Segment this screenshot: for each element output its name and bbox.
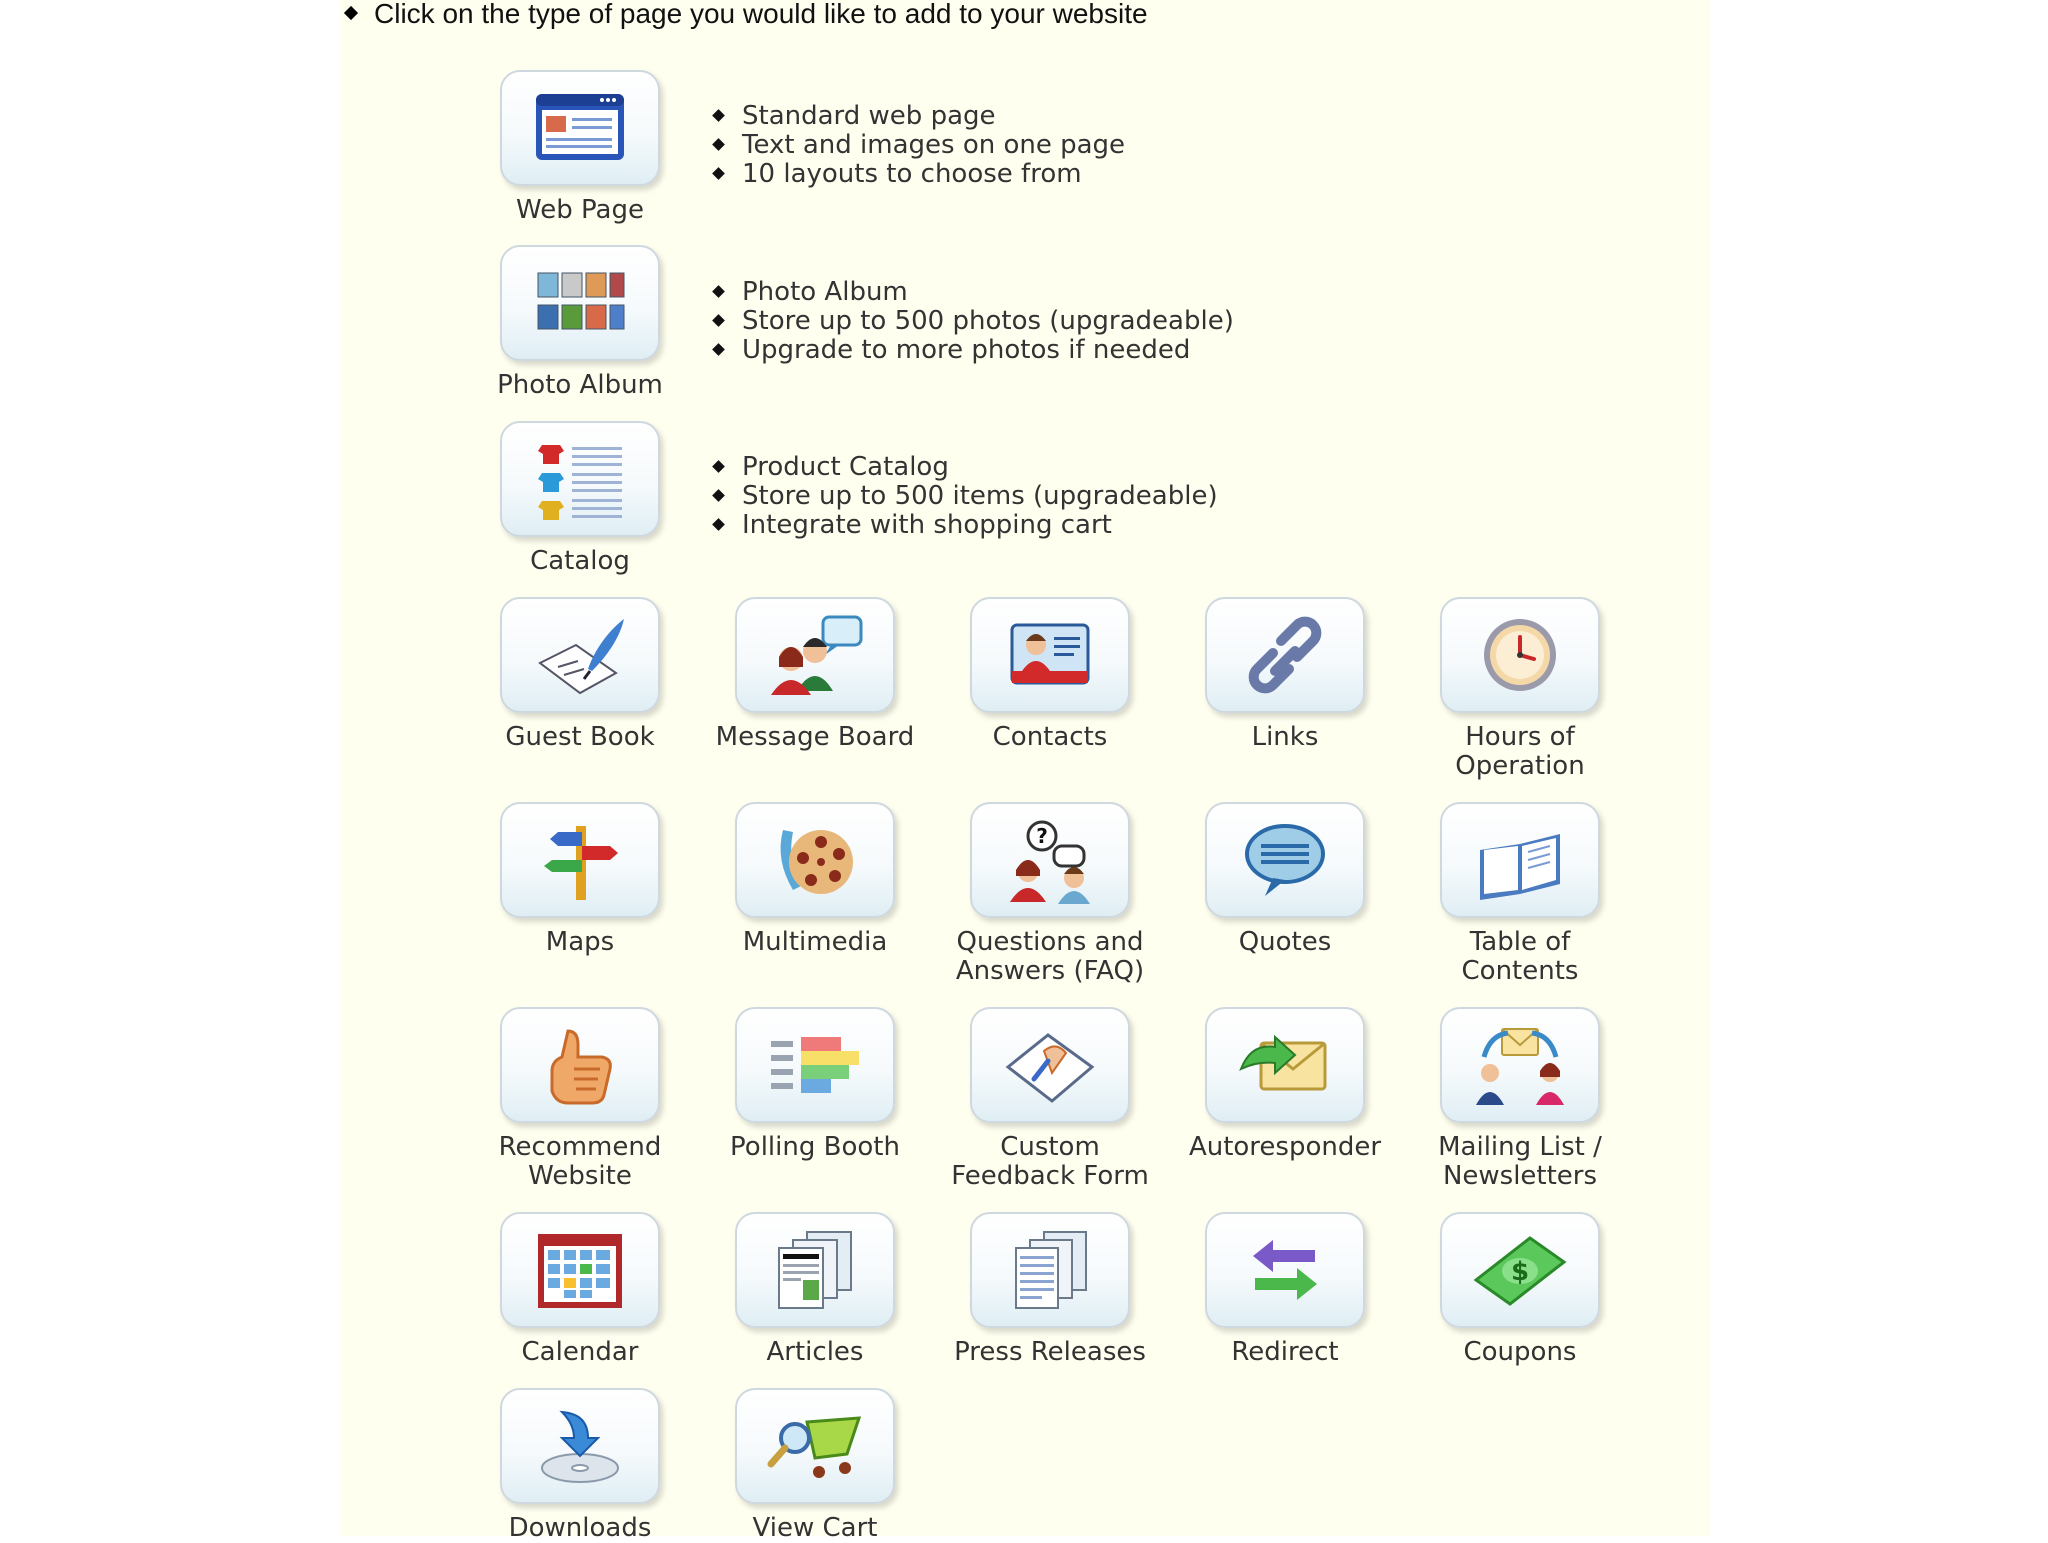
page-type-calendar[interactable] [480,1212,680,1367]
custom-feedback-form-label[interactable]: Custom Feedback Form [951,1132,1149,1191]
thumbs-up-icon [528,1021,632,1109]
catalog-icon [528,435,632,523]
page-type-maps[interactable] [480,802,680,957]
articles-icon [763,1226,867,1314]
catalog-features [710,453,1218,540]
clock-icon [1468,611,1572,699]
mailing-list-label[interactable]: Mailing List / Newsletters [1438,1132,1602,1191]
page-type-press-releases[interactable] [950,1212,1150,1367]
mailing-list-button[interactable] [1440,1007,1600,1123]
message-board-icon [763,611,867,699]
page-type-polling-booth[interactable] [715,1007,915,1162]
guest-book-button[interactable] [500,597,660,713]
redirect-arrows-icon [1233,1226,1337,1314]
press-releases-button[interactable] [970,1212,1130,1328]
page-type-guest-book[interactable] [480,597,680,752]
page-type-view-cart[interactable] [715,1388,915,1543]
page-type-catalog[interactable] [480,421,680,576]
calendar-icon [528,1226,632,1314]
guest-book-icon [528,611,632,699]
shopping-cart-icon [763,1402,867,1490]
intro-line [342,0,1148,34]
faq-label[interactable]: Questions and Answers (FAQ) [955,927,1145,986]
web-page-label[interactable]: Web Page [516,195,644,225]
links-label[interactable]: Links [1251,722,1319,752]
feature-item: Photo Album [710,278,1234,307]
photo-album-button[interactable] [500,245,660,361]
page-type-message-board[interactable] [715,597,915,752]
svg-text:$: $ [1510,1257,1530,1287]
feature-item: Product Catalog [710,453,1218,482]
page-type-quotes[interactable] [1185,802,1385,957]
page-type-mailing-list[interactable] [1420,1007,1620,1191]
page-type-contacts[interactable] [950,597,1150,752]
contacts-button[interactable] [970,597,1130,713]
bullet-icon [344,6,358,20]
faq-button[interactable] [970,802,1130,918]
guest-book-label[interactable]: Guest Book [505,722,655,752]
intro-text: Click on the type of page you would like to add to your website [374,0,1148,29]
coupons-label[interactable]: Coupons [1463,1337,1577,1367]
contacts-icon [998,611,1102,699]
feature-item: Store up to 500 items (upgradeable) [710,482,1218,511]
autoresponder-label[interactable]: Autoresponder [1188,1132,1382,1162]
redirect-label[interactable]: Redirect [1231,1337,1339,1367]
press-releases-icon [998,1226,1102,1314]
autoresponder-button[interactable] [1205,1007,1365,1123]
page-type-links[interactable] [1185,597,1385,752]
page-type-recommend-website[interactable] [480,1007,680,1191]
feature-item: Integrate with shopping cart [710,511,1218,540]
page-type-autoresponder[interactable] [1185,1007,1385,1162]
maps-label[interactable]: Maps [545,927,615,957]
message-board-label[interactable]: Message Board [715,722,915,752]
links-icon [1233,611,1337,699]
coupon-icon [1468,1226,1572,1314]
message-board-button[interactable] [735,597,895,713]
articles-button[interactable] [735,1212,895,1328]
open-book-icon [1468,816,1572,904]
film-reel-icon [763,816,867,904]
maps-button[interactable] [500,802,660,918]
page-type-articles[interactable] [715,1212,915,1367]
downloads-label[interactable]: Downloads [508,1513,652,1543]
web-page-button[interactable] [500,70,660,186]
page-type-downloads[interactable] [480,1388,680,1543]
multimedia-label[interactable]: Multimedia [742,927,888,957]
feature-item: 10 layouts to choose from [710,160,1125,189]
page-type-coupons[interactable] [1420,1212,1620,1367]
page-type-custom-feedback-form[interactable] [950,1007,1150,1191]
coupons-button[interactable] [1440,1212,1600,1328]
download-disc-icon [528,1402,632,1490]
page-type-photo-album[interactable] [480,245,680,400]
polling-booth-label[interactable]: Polling Booth [730,1132,900,1162]
press-releases-label[interactable]: Press Releases [954,1337,1146,1367]
view-cart-label[interactable]: View Cart [752,1513,878,1543]
table-of-contents-button[interactable] [1440,802,1600,918]
recommend-website-button[interactable] [500,1007,660,1123]
calendar-button[interactable] [500,1212,660,1328]
page-type-table-of-contents[interactable] [1420,802,1620,986]
calendar-label[interactable]: Calendar [521,1337,639,1367]
page-type-hours-of-operation[interactable] [1420,597,1620,781]
contacts-label[interactable]: Contacts [992,722,1108,752]
web-page-features [710,102,1125,189]
page-type-redirect[interactable] [1185,1212,1385,1367]
web-page-icon [528,84,632,172]
feature-item: Store up to 500 photos (upgradeable) [710,307,1234,336]
feature-item: Standard web page [710,102,1125,131]
multimedia-button[interactable] [735,802,895,918]
custom-feedback-form-button[interactable] [970,1007,1130,1123]
articles-label[interactable]: Articles [766,1337,864,1367]
table-of-contents-label[interactable]: Table of Contents [1461,927,1579,986]
redirect-button[interactable] [1205,1212,1365,1328]
recommend-website-label[interactable]: Recommend Website [498,1132,662,1191]
feature-item: Upgrade to more photos if needed [710,336,1234,365]
photo-album-label[interactable]: Photo Album [497,370,663,400]
signpost-icon [528,816,632,904]
downloads-button[interactable] [500,1388,660,1504]
photo-album-icon [528,259,632,347]
faq-icon [998,816,1102,904]
hours-of-operation-label[interactable]: Hours of Operation [1455,722,1585,781]
speech-bubble-icon [1233,816,1337,904]
page-type-multimedia[interactable] [715,802,915,957]
page-type-faq[interactable] [950,802,1150,986]
page-type-web-page[interactable] [480,70,680,225]
feature-item: Text and images on one page [710,131,1125,160]
links-button[interactable] [1205,597,1365,713]
mailing-list-icon [1468,1021,1572,1109]
quotes-button[interactable] [1205,802,1365,918]
photo-album-features [710,278,1234,365]
poll-bars-icon [763,1021,867,1109]
catalog-label[interactable]: Catalog [530,546,630,576]
hours-of-operation-button[interactable] [1440,597,1600,713]
view-cart-button[interactable] [735,1388,895,1504]
feedback-form-icon [998,1021,1102,1109]
quotes-label[interactable]: Quotes [1238,927,1332,957]
envelope-arrow-icon [1233,1021,1337,1109]
svg-text:?: ? [1036,824,1048,848]
catalog-button[interactable] [500,421,660,537]
polling-booth-button[interactable] [735,1007,895,1123]
